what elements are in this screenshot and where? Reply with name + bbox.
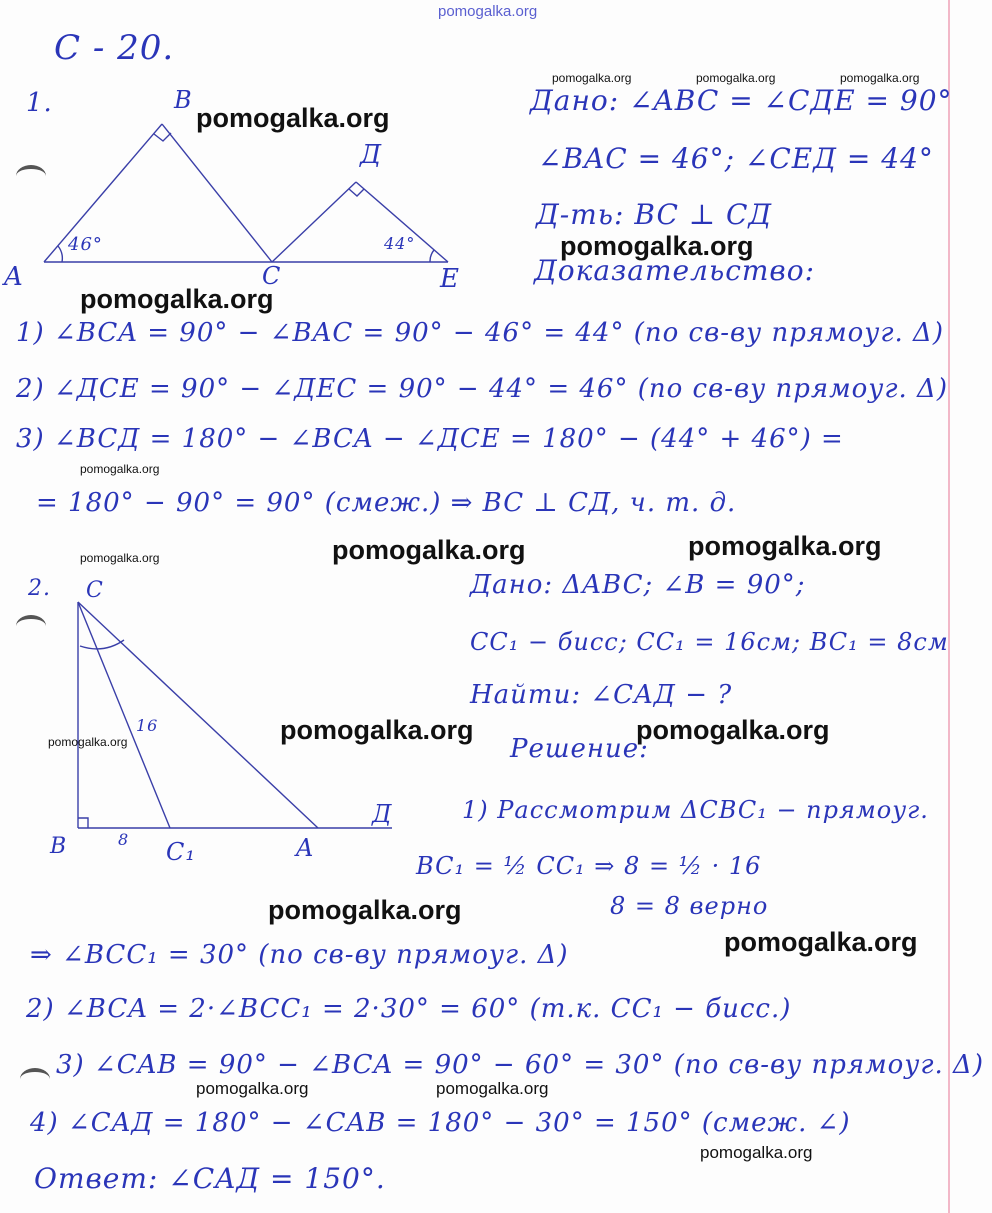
watermark[interactable]: pomogalka.org	[840, 71, 920, 85]
side-CC1-label: 16	[136, 716, 159, 735]
solution-step-4: 4) ∠CAД = 180° − ∠CAB = 180° − 30° = 150° (смеж. ∠)	[30, 1108, 851, 1138]
watermark[interactable]: pomogalka.org	[436, 1079, 549, 1098]
solution-title: Решение:	[510, 734, 649, 764]
watermark[interactable]: pomogalka.org	[280, 715, 474, 745]
watermark[interactable]: pomogalka.org	[80, 551, 160, 565]
vertex-label-B: B	[174, 86, 193, 114]
watermark[interactable]: pomogalka.org	[80, 284, 274, 314]
side-BC1-label: 8	[118, 830, 130, 849]
arc-C	[80, 640, 124, 649]
problem-1-number: 1.	[26, 88, 53, 118]
proof-step-1: 1) ∠BCA = 90° − ∠BAC = 90° − 46° = 44° (по св-ву прямоуг. Δ)	[16, 318, 944, 348]
watermark[interactable]: pomogalka.org	[268, 895, 462, 925]
proof-step-2: 2) ∠ДCE = 90° − ∠ДEC = 90° − 44° = 46° (по св-ву прямоуг. Δ)	[16, 374, 948, 404]
watermark[interactable]: pomogalka.org	[688, 531, 882, 561]
vertex-label-B2: B	[50, 834, 68, 859]
given-2: ∠BAC = 46°; ∠CEД = 44°	[538, 142, 934, 175]
prove-statement: Д-ть: BC ⊥ CД	[536, 198, 773, 231]
vertex-label-C1: C₁	[166, 838, 196, 866]
bisector-CC1	[78, 602, 170, 828]
vertex-label-C: C	[262, 262, 282, 290]
side-AB	[44, 124, 162, 262]
vertex-label-D2: Д	[372, 800, 393, 828]
side-BC	[162, 124, 272, 262]
proof-title: Доказательство:	[534, 254, 816, 287]
watermark[interactable]: pomogalka.org	[700, 1143, 813, 1162]
watermark[interactable]: pomogalka.org	[560, 231, 754, 261]
watermark[interactable]: pomogalka.org	[80, 462, 160, 476]
solution-step-1b: 8 = 8 верно	[610, 892, 769, 920]
arc-A	[58, 246, 62, 262]
right-angle-D	[349, 189, 364, 196]
right-angle-B	[154, 133, 171, 141]
vertex-label-D: Д	[360, 140, 383, 170]
angle-E-label: 44°	[384, 234, 416, 253]
problem-2-number: 2.	[28, 576, 51, 601]
watermark[interactable]: pomogalka.org	[724, 927, 918, 957]
watermark[interactable]: pomogalka.org	[696, 71, 776, 85]
given-2-2: CC₁ − бисс; CC₁ = 16см; BC₁ = 8см	[470, 628, 949, 656]
vertex-label-A: A	[4, 262, 24, 292]
solution-step-2: 2) ∠BCA = 2·∠BCC₁ = 2·30° = 60° (т.к. CC₁ − бисс.)	[26, 994, 792, 1024]
arc-E	[430, 250, 434, 262]
proof-step-3: 3) ∠BCД = 180° − ∠BCA − ∠ДCE = 180° − (44° + 46°) =	[16, 424, 844, 454]
watermark[interactable]: pomogalka.org	[552, 71, 632, 85]
watermark-top[interactable]: pomogalka.org	[438, 3, 538, 20]
given-2-1: Дано: ΔABC; ∠B = 90°;	[470, 570, 806, 600]
solution-step-1: 1) Рассмотрим ΔCBC₁ − прямоуг.	[462, 796, 929, 824]
angle-A-label: 46°	[68, 234, 103, 255]
given-1: Дано: ∠ABC = ∠CДE = 90°	[530, 84, 953, 117]
answer: Ответ: ∠CAД = 150°.	[34, 1162, 386, 1195]
solution-step-1a: BC₁ = ½ CC₁ ⇒ 8 = ½ · 16	[416, 852, 762, 880]
right-angle-B2	[78, 818, 88, 828]
vertex-label-A2: A	[296, 834, 315, 862]
watermark[interactable]: pomogalka.org	[636, 715, 830, 745]
watermark[interactable]: pomogalka.org	[48, 735, 128, 749]
watermark[interactable]: pomogalka.org	[196, 1079, 309, 1098]
solution-step-1c: ⇒ ∠BCC₁ = 30° (по св-ву прямоуг. Δ)	[30, 940, 569, 970]
watermark[interactable]: pomogalka.org	[196, 103, 390, 133]
watermark[interactable]: pomogalka.org	[332, 535, 526, 565]
side-CD	[272, 182, 356, 262]
vertex-label-C2: C	[86, 578, 104, 603]
find-statement: Найти: ∠CAД − ?	[470, 680, 733, 710]
solution-step-3: 3) ∠CAB = 90° − ∠BCA = 90° − 60° = 30° (по св-ву прямоуг. Δ)	[56, 1050, 984, 1080]
proof-step-3-cont: = 180° − 90° = 90° (смеж.) ⇒ BC ⊥ CД, ч. т. д.	[36, 488, 737, 518]
page-title: С - 20.	[54, 28, 175, 68]
vertex-label-E: E	[440, 264, 460, 294]
